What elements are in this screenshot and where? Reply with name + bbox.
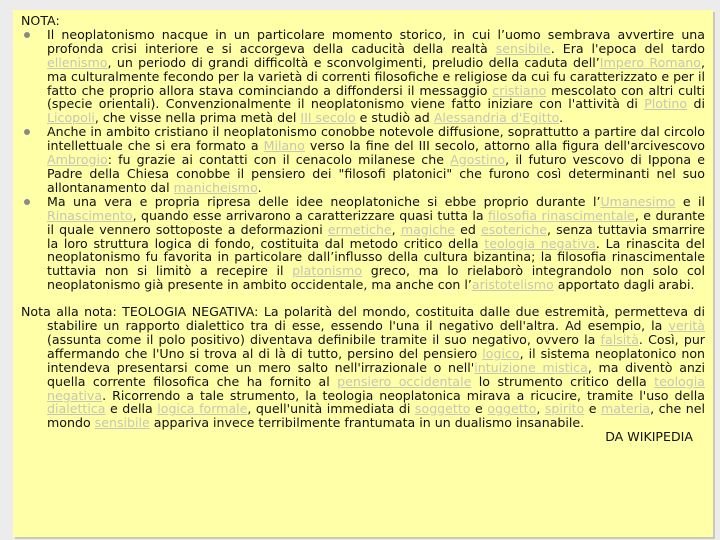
source-credit: DA WIKIPEDIA <box>605 429 693 445</box>
hyperlink[interactable]: pensiero occidentale <box>337 373 472 389</box>
bullet-icon <box>24 129 30 135</box>
nota-item-2-text: Anche in ambito cristiano il neoplatonismo conobbe notevole diffusione, soprattutto a partire dal circolo intellettuale che si era formato a Milano verso la fine del III secolo, attorno alla figura dell'arcivescovo Ambrogio: fu grazie ai contatti con il cenacolo milanese che Agostino, il futuro vescovo di Ippona e Padre della Chiesa conobbe il pensiero dei "filosofi platonici" che furono così determinanti nel suo allontanamento dal manicheismo. <box>47 124 705 195</box>
hyperlink[interactable]: Plotino <box>644 96 688 112</box>
hyperlink[interactable]: teologia negativa <box>47 373 705 403</box>
nota-item-1 <box>21 28 705 125</box>
hyperlink[interactable]: esoteriche <box>480 221 547 237</box>
hyperlink[interactable]: materia <box>601 401 651 417</box>
nota-heading: NOTA: <box>21 13 60 28</box>
nota-item-3-text: Ma una vera e propria ripresa delle idee neoplatoniche si ebbe proprio durante l’Umanesimo e il Rinascimento, quando esse arrivarono a caratterizzare quasi tutta la filosofia rinascimentale, e durante il quale vennero sottoposte a deformazioni ermetiche, magiche ed esoteriche, senza tuttavia smarrire la loro struttura logica di fondo, costituita dal metodo critico della teologia negativa. La rinascita del neoplatonismo fu favorita in particolare dall’influsso della cultura bizantina; la filosofia rinascimentale tuttavia non si limitò a recepire il platonismo greco, ma lo rielaborò integrandolo non solo col neoplatonismo già presente in ambito occidentale, ma anche con l’aristotelismo apportato dagli arabi. <box>47 193 705 293</box>
hyperlink[interactable]: manicheismo <box>173 179 258 195</box>
bullet-icon <box>24 32 30 38</box>
hyperlink[interactable]: Impero Romano <box>599 54 701 70</box>
hyperlink[interactable]: Alessandria d'Egitto <box>433 110 560 126</box>
hyperlink[interactable]: Agostino <box>450 152 506 168</box>
hyperlink[interactable]: cristiano <box>492 82 547 98</box>
hyperlink[interactable]: III secolo <box>300 110 356 126</box>
nota-alla-nota-text: Nota alla nota: TEOLOGIA NEGATIVA: La polarità del mondo, costituita dalle due estremità, permetteva di stabilire un rapporto dialettico tra di esse, essendo l'una il negativo dell'altra. Ad esempio, la verità (assunta come il polo positivo) diventava definibile tramite il suo negativo, ovvero la falsità. Così, pur affermando che l'Uno si trova al di là di tutto, persino del pensiero logico, il sistema neoplatonico non intendeva presentarsi come un mero salto nell'irrazionale o nell'intuizione mistica, ma diventò anzi quella corrente filosofica che ha fornito al pensiero occidentale lo strumento critico della teologia negativa. Ricorrendo a tale strumento, la teologia neoplatonica mirava a ricucire, tramite l'uso della dialettica e della logica formale, quell'unità immediata di soggetto e oggetto, spirito e materia, che nel mondo sensibile appariva invece terribilmente frantumata in un dualismo insanabile. <box>21 304 706 431</box>
hyperlink[interactable]: oggetto <box>487 401 537 417</box>
nota-item-1-text: Il neoplatonismo nacque in un particolare momento storico, in cui l’uomo sembrava avvertire una profonda crisi interiore e si accorgeva della caducità della realtà sensibile. Era l'epoca del tardo ellenismo, un periodo di grandi difficoltà e sconvolgimenti, preludio della caduta dell’Impero Romano, ma culturalmente fecondo per la varietà di correnti filosofiche e religiose da cui fu caratterizzato e per il fatto che proprio allora stava cominciando a diffondersi il messaggio cristiano mescolato con altri culti (specie orientali). Convenzionalmente il neoplatonismo viene fatto iniziare con l'attività di Plotino di Licopoli, che visse nella prima metà del III secolo e studiò ad Alessandria d'Egitto. <box>47 26 705 126</box>
hyperlink[interactable]: verità <box>668 318 705 334</box>
hyperlink[interactable]: dialettica <box>47 401 106 417</box>
hyperlink[interactable]: Umanesimo <box>600 193 676 209</box>
nota-alla-nota <box>21 305 705 430</box>
hyperlink[interactable]: sensibile <box>495 40 551 56</box>
nota-item-3 <box>21 195 705 292</box>
hyperlink[interactable]: spirito <box>544 401 585 417</box>
hyperlink[interactable]: soggetto <box>414 401 471 417</box>
hyperlink[interactable]: Rinascimento <box>47 207 133 223</box>
hyperlink[interactable]: sensibile <box>94 415 150 431</box>
hyperlink[interactable]: ermetiche <box>327 221 392 237</box>
hyperlink[interactable]: teologia negativa <box>484 235 596 251</box>
note-panel <box>13 10 713 537</box>
hyperlink[interactable]: intuizione mistica <box>474 359 588 375</box>
hyperlink[interactable]: logica formale <box>157 401 248 417</box>
nota-list <box>21 28 705 292</box>
hyperlink[interactable]: magiche <box>400 221 455 237</box>
hyperlink[interactable]: ellenismo <box>47 54 108 70</box>
hyperlink[interactable]: Licopoli <box>47 110 95 126</box>
hyperlink[interactable]: logico <box>482 345 520 361</box>
hyperlink[interactable]: platonismo <box>292 263 363 279</box>
hyperlink[interactable]: Milano <box>263 138 305 154</box>
hyperlink[interactable]: filosofia rinascimentale <box>488 207 635 223</box>
hyperlink[interactable]: falsità <box>600 331 639 347</box>
bullet-icon <box>24 199 30 205</box>
nota-item-2 <box>21 125 705 195</box>
hyperlink[interactable]: Ambrogio <box>47 152 108 168</box>
hyperlink[interactable]: aristotelismo <box>471 277 554 293</box>
